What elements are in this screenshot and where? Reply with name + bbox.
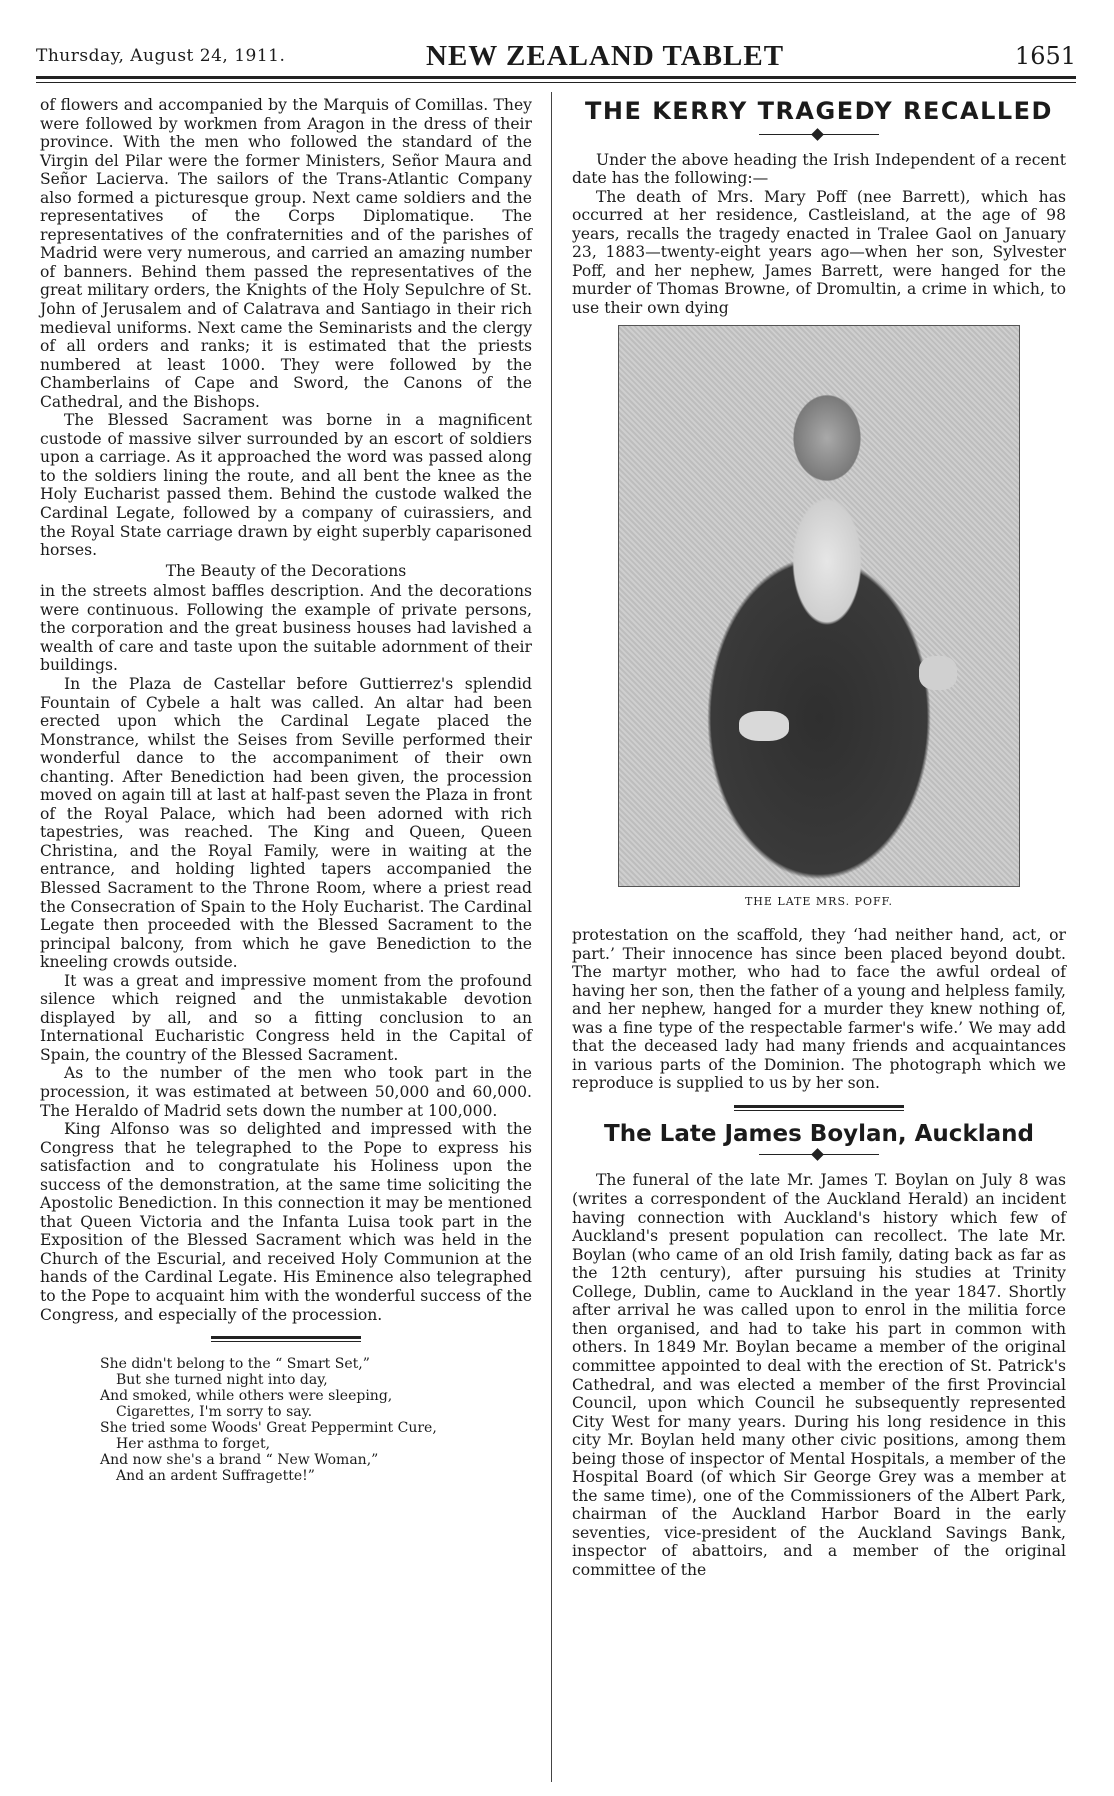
portrait-photo: [618, 325, 1020, 887]
paragraph: As to the number of the men who took part in the procession, it was estimated at between 50,000 and 60,000. The Heraldo of Madrid sets down the number at 100,000.: [40, 1064, 532, 1120]
paragraph: protestation on the scaffold, they ‘had neither hand, act, or part.’ Their innocence has since been placed beyond doubt. The martyr mother, who had to face the awful ordeal of having her son, then the father of a young and helpless family, and her nephew, hanged for a murder they knew nothing of, was a fine type of the respectable farmer's wife.’ We may add that the deceased lady had many friends and acquaintances in various parts of the Dominion. The photograph which we reproduce is supplied to us by her son.: [572, 926, 1067, 1093]
page-number: 1651: [1014, 42, 1076, 70]
poem-line: She tried some Woods' Great Peppermint Cure,: [100, 1420, 437, 1437]
poem-line: She didn't belong to the “ Smart Set,”: [100, 1356, 370, 1373]
paragraph: The Blessed Sacrament was borne in a magnificent custode of massive silver surrounded by an escort of soldiers upon a carriage. As it approached the word was passed along to the soldiers lining the route, and all bent the knee as the Holy Eucharist passed them. Behind the custode walked the Cardinal Legate, followed by a company of cuirassiers, and the Royal State carriage drawn by eight superbly caparisoned horses.: [40, 411, 532, 560]
issue-date: Thursday, August 24, 1911.: [36, 46, 286, 66]
paragraph: The funeral of the late Mr. James T. Boylan on July 8 was (writes a correspondent of the Auckland Herald) an incident having connection with Auckland's history which few of Auckland's present population can recollect. The late Mr. Boylan (who came of an old Irish family, dating back as far as the 12th century), after pursuing his studies at Trinity College, Dublin, came to Auckland in the year 1847. Shortly after arrival he was called upon to enrol in the militia force then organised, and had to take his part in common with others. In 1849 Mr. Boylan became a member of the original committee appointed to deal with the erection of St. Patrick's Cathedral, and was elected a member of the first Provincial Council, upon which Council he subsequently represented City West for many years. During his long residence in this city Mr. Boylan held many other civic positions, among them being those of inspector of Mental Hospitals, a member of the Hospital Board (of which Sir George Grey was a member at the same time), one of the Commissioners of the Albert Park, chairman of the Auckland Harbor Board in the early seventies, vice-president of the Auckland Savings Bank, inspector of abattoirs, and a member of the original committee of the: [572, 1171, 1066, 1579]
article-title: The Late James Boylan, Auckland: [604, 1120, 1034, 1147]
paragraph: It was a great and impressive moment from the profound silence which reigned and the unmistakable devotion displayed by all, and so a fitting conclusion to an International Eucharistic Congress held in the Capital of Spain, the country of the Blessed Sacrament.: [40, 971, 532, 1064]
poem-line: Her asthma to forget,: [116, 1436, 271, 1453]
page-header: [36, 40, 1076, 70]
poem-line: But she turned night into day,: [116, 1372, 328, 1389]
paragraph: In the Plaza de Castellar before Guttierrez's splendid Fountain of Cybele a halt was called. An altar had been erected upon which the Cardinal Legate placed the Monstrance, whilst the Seises from Seville performed their wonderful dance to the accompaniment of their own chanting. After Benediction had been given, the procession moved on again till at last at half-past seven the Plaza in front of the Royal Palace, which had been adorned with rich tapestries, was reached. The King and Queen, Queen Christina, and the Royal Family, were in waiting at the entrance, and holding lighted tapers accompanied the Blessed Sacrament to the Throne Room, where a priest read the Consecration of Spain to the Holy Eucharist. The Cardinal Legate then proceeded with the Blessed Sacrament to the principal balcony, from which he gave Benediction to the kneeling crowds outside.: [40, 674, 532, 972]
poem-line: And smoked, while others were sleeping,: [100, 1388, 393, 1405]
subheading: The Beauty of the Decorations: [165, 561, 407, 580]
article-title: THE KERRY TRAGEDY RECALLED: [585, 97, 1053, 125]
header-rule-thin: [36, 82, 1076, 83]
advert-poem: [100, 1356, 532, 1484]
paragraph: The death of Mrs. Mary Poff (nee Barrett), which has occurred at her residence, Castleisland, at the age of 98 years, recalls the tragedy enacted in Tralee Gaol on January 23, 1883—twenty-eight years ago—when her son, Sylvester Poff, and her nephew, James Barrett, were hanged for the murder of Thomas Browne, of Dromultin, a crime in which, to use their own dying: [572, 187, 1066, 317]
paragraph: in the streets almost baffles description. And the decorations were continuous. Following the example of private persons, the corporation and the great business houses had lavished a wealth of care and taste upon the suitable adornment of their buildings.: [40, 582, 532, 675]
photo-caption: THE LATE MRS. POFF.: [744, 895, 894, 909]
header-rule-thick: [36, 76, 1076, 79]
right-column: [572, 96, 1066, 1580]
left-column: [40, 96, 532, 1484]
paragraph: Under the above heading the Irish Independent of a recent date has the following:—: [572, 150, 1066, 188]
poem-line: And now she's a brand “ New Woman,”: [100, 1452, 379, 1469]
paragraph: King Alfonso was so delighted and impressed with the Congress that he telegraphed to the Pope to express his satisfaction and to congratulate his Holiness upon the success of the demonstration, at the same time soliciting the Apostolic Benediction. In this connection it may be mentioned that Queen Victoria and the Infanta Luisa took part in the Exposition of the Blessed Sacrament which was held in the Church of the Escurial, and received Holy Communion at the hands of the Cardinal Legate. His Eminence also telegraphed to the Pope to acquaint him with the wonderful success of the Congress, and especially of the procession.: [40, 1120, 532, 1324]
section-divider: [572, 1105, 1066, 1111]
ornament-divider: [759, 1149, 879, 1161]
masthead: NEW ZEALAND TABLET: [426, 40, 785, 72]
column-divider: [551, 92, 552, 1782]
poem-line: Cigarettes, I'm sorry to say.: [116, 1404, 313, 1421]
paragraph: of flowers and accompanied by the Marquis of Comillas. They were followed by workmen from Aragon in the dress of their province. With the men who followed the standard of the Virgin del Pilar were the former Ministers, Señor Maura and Señor Lacierva. The sailors of the Trans-Atlantic Company also formed a picturesque group. Next came soldiers and the representatives of the Corps Diplomatique. The representatives of the confraternities and of the parishes of Madrid were very numerous, and carried an amazing number of banners. Behind them passed the representatives of the great military orders, the Knights of the Holy Sepulchre of St. John of Jerusalem and of Calatrava and Santiago in their rich medieval uniforms. Next came the Seminarists and the clergy of all orders and ranks; it is estimated that the priests numbered at least 1000. They were followed by the Chamberlains of Cape and Sword, the Canons of the Cathedral, and the Bishops.: [40, 96, 532, 411]
poem-line: And an ardent Suffragette!”: [116, 1468, 315, 1485]
photo-detail: [739, 711, 789, 741]
section-divider: [40, 1336, 532, 1342]
photo-detail: [919, 656, 957, 690]
ornament-divider: [759, 129, 879, 141]
